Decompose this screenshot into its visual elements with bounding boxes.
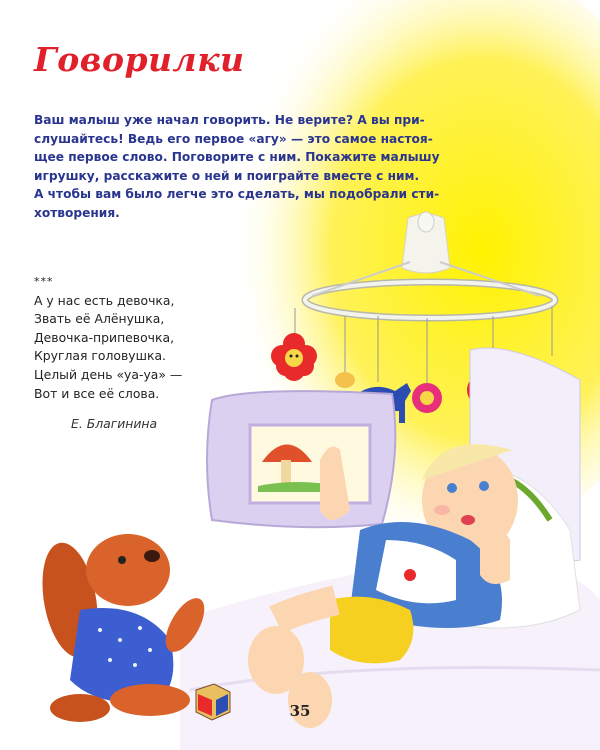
ball-toy-icon [412,383,442,413]
intro-line: щее первое слово. Поговорите с ним. Покажите малышу [34,150,440,165]
flower-toy-icon [271,333,317,381]
intro-line: хотворения. [34,205,120,220]
poem-author: Е. Благинина [71,416,158,431]
poem-line: Девочка-припевочка, [34,329,175,345]
intro-line: А чтобы вам было легче это сделать, мы подобрали сти- [34,187,440,202]
poem-line: Целый день «уа-уа» — [34,366,183,382]
dog-toy-icon [34,534,212,722]
page-title: Говорилки [34,40,245,79]
poem-separator: *** [34,275,54,288]
intro-line: слушайтесь! Ведь его первое «агу» — это самое настоя- [34,131,433,146]
intro-line: игрушку, расскажите о ней и поиграйте вместе с ним. [34,168,420,183]
page-number: 35 [289,702,311,720]
intro-line: Ваш малыш уже начал говорить. Не верите? А вы при- [34,113,425,127]
poem-line: Вот и все её слова. [34,385,160,401]
poem-line: Круглая головушка. [34,348,166,364]
poem-line: А у нас есть девочка, [34,292,175,308]
poem-line: Звать её Алёнушка, [34,311,165,327]
